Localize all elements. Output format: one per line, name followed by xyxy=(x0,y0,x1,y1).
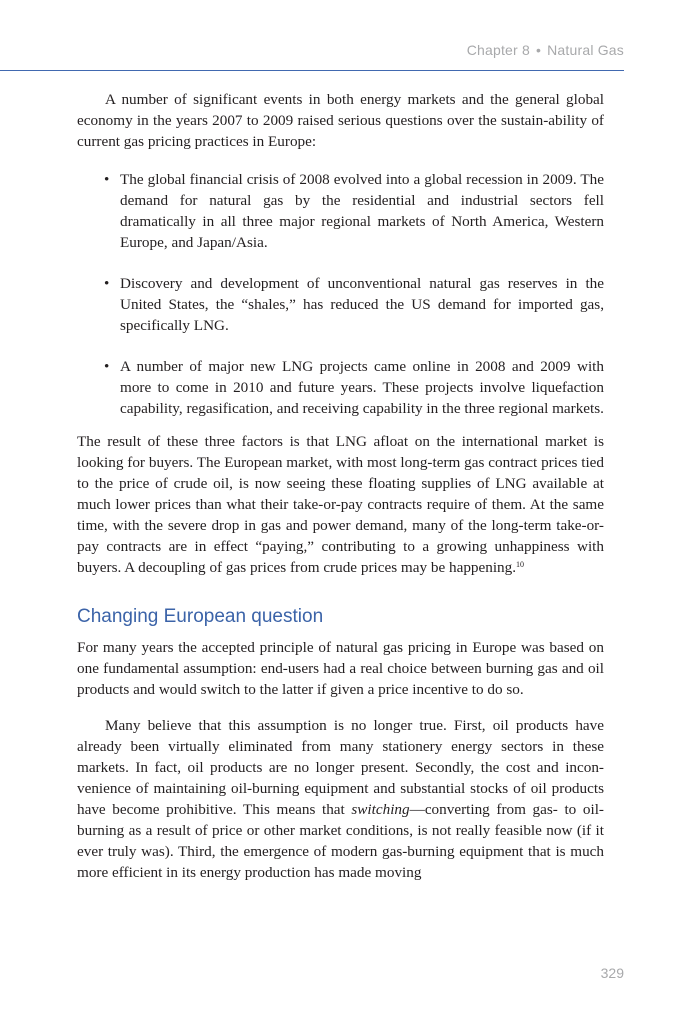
page-body xyxy=(77,89,604,883)
result-text: The result of these three factors is that LNG afloat on the international market is looking for buyers. The European market, with most long-term gas contract prices tied to the price of crude oil, is now seeing these floating supplies of LNG available at much lower prices than what their take-or-pay contracts require of them. At the same time, with the severe drop in gas and power demand, many of the long-term take-or-pay contracts are in effect “paying,” contributing to a growing unhappiness with buyers. A decoupling of gas prices from crude prices may be happening. xyxy=(77,433,604,576)
bullet-text: Discovery and development of unconventional natural gas reserves in the United States, the “shales,” has reduced the US demand for imported gas, specifically LNG. xyxy=(120,275,604,334)
footnote-reference[interactable]: 10 xyxy=(516,560,525,569)
bullet-text: A number of major new LNG projects came online in 2008 and 2009 with more to come in 2010 and future years. These projects involve liquefaction capability, regasification, and receiving capability in the three regional markets. xyxy=(120,358,604,417)
header-separator: • xyxy=(535,42,542,58)
result-paragraph xyxy=(77,431,604,578)
header-chapter: Chapter 8 xyxy=(466,42,530,58)
header-rule xyxy=(0,70,624,71)
bullet-marker: • xyxy=(104,358,110,375)
section-heading: Changing European question xyxy=(77,606,324,627)
bullet-item xyxy=(77,356,604,419)
section-paragraph-1: For many years the accepted principle of natural gas pricing in Europe was based on one fundamental assumption: end-users had a real choice between burning gas and oil products and would switch to the latter if given a price incentive to do so. xyxy=(77,639,604,698)
section-p2-text-before: Many believe that this assumption is no longer true. First, oil products have already been virtually eliminated from many stationery energy sectors in these markets. In fact, oil products are no longer present. Secondly, the cost and incon-venience of maintaining oil-burning equipment and substantial stocks of oil products have become prohibitive. This means that xyxy=(77,717,604,818)
bullet-list xyxy=(77,169,604,419)
bullet-item xyxy=(77,169,604,253)
bullet-item xyxy=(77,273,604,336)
switching-term: switching xyxy=(351,801,410,818)
bullet-marker: • xyxy=(104,171,110,188)
page-number: 329 xyxy=(600,965,624,981)
running-header xyxy=(0,42,624,58)
bullet-marker: • xyxy=(104,275,110,292)
section-p2-text-after: —converting from gas- to oil-burning as a result of price or other market conditions, is not really feasible now (if it ever truly was). Third, the emergence of modern gas-burning equipment that is much more efficient in its energy production has made moving xyxy=(77,801,604,881)
bullet-text: The global financial crisis of 2008 evolved into a global recession in 2009. The demand for natural gas by the residential and industrial sectors fell dramatically in all three major regional markets of North America, Western Europe, and Japan/Asia. xyxy=(120,171,604,251)
section-paragraph-2 xyxy=(77,715,604,883)
header-topic: Natural Gas xyxy=(547,42,624,58)
intro-paragraph: A number of significant events in both energy markets and the general global economy in the years 2007 to 2009 raised serious questions over the sustain-ability of current gas pricing practices in Europe: xyxy=(77,91,604,150)
